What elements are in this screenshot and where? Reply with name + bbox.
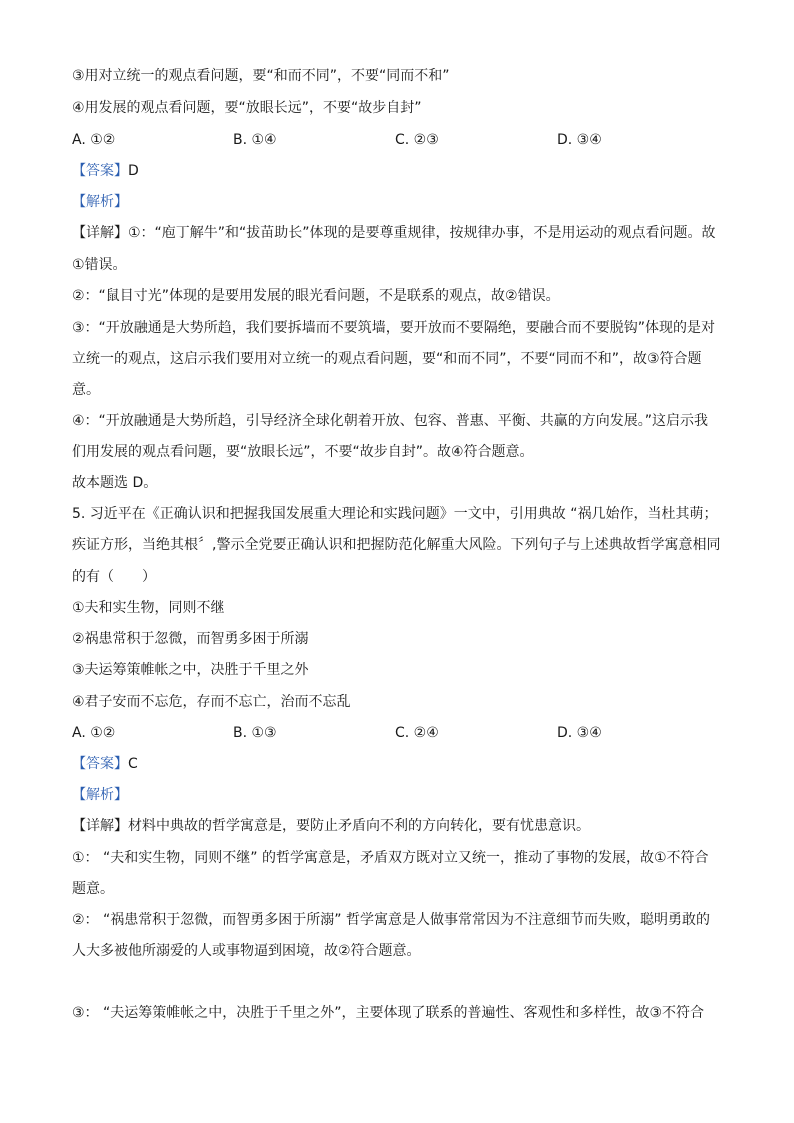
q4-detail-line-6: 意。 [72, 382, 100, 398]
detail-tag: 【详解】 [72, 225, 128, 241]
q4-detail-line-2: ①错误。 [72, 257, 127, 273]
q5-stem-line-2: 疾证方形，当绝其根〞,警示全党要正确认识和把握防范化解重大风险。下列句子与上述典故哲学寓意相同 [72, 537, 721, 553]
answer-value: D [128, 163, 139, 179]
q5-detail-line-5: 人大多被他所溺爱的人或事物逼到困境，故②符合题意。 [72, 943, 421, 959]
q5-detail-line-3: 题意。 [72, 881, 114, 897]
detail-tag: 【详解】 [72, 818, 128, 834]
q4-detail-line-3: ②：“鼠目寸光”体现的是要用发展的眼光看问题，不是联系的观点，故②错误。 [72, 288, 560, 304]
q4-choice-d: D. ③④ [557, 132, 602, 148]
q5-choice-c: C. ②④ [395, 725, 439, 741]
q5-detail-line-1: 【详解】材料中典故的哲学寓意是，要防止矛盾向不利的方向转化，要有忧患意识。 [72, 818, 590, 834]
q5-stem-line-3: 的有（ ） [72, 569, 156, 585]
q4-choice-c: C. ②③ [395, 132, 439, 148]
q4-option-3: ③用对立统一的观点看问题，要“和而不同”，不要“同而不和” [72, 68, 450, 84]
q4-choice-a: A. ①② [72, 132, 116, 148]
q5-stem-line-1: 5. 习近平在《正确认识和把握我国发展重大理论和实践问题》一文中，引用典故 “祸几始作，当杜其萌； [72, 506, 718, 522]
q4-detail-line-9: 故本题选 D。 [72, 475, 158, 491]
answer-tag: 【答案】 [72, 756, 128, 772]
q5-option-4: ④君子安而不忘危，存而不忘亡，治而不忘乱 [72, 694, 351, 710]
q4-detail-line-1: 【详解】①：“庖丁解牛”和“拔苗助长”体现的是要尊重规律，按规律办事，不是用运动的观点看问题。故 [72, 225, 716, 241]
q5-option-3: ③夫运筹策帷帐之中，决胜于千里之外 [72, 662, 309, 678]
q5-detail-line-2: ①： “夫和实生物，同则不继” 的哲学寓意是，矛盾双方既对立又统一，推动了事物的发展，故①不符合 [72, 850, 709, 866]
q5-detail-line-4: ②： “祸患常积于忽微，而智勇多困于所溺” 哲学寓意是人做事常常因为不注意细节而失败，聪明勇敢的 [72, 912, 710, 928]
q4-analysis-tag: 【解析】 [72, 194, 128, 210]
q5-choice-b: B. ①③ [233, 725, 277, 741]
q5-option-2: ②祸患常积于忽微，而智勇多困于所溺 [72, 631, 309, 647]
q4-detail-line-5: 立统一的观点，这启示我们要用对立统一的观点看问题，要“和而不同”，不要“同而不和”，故③符合题 [72, 351, 702, 367]
q5-choice-a: A. ①② [72, 725, 116, 741]
q4-detail-line-4: ③：“开放融通是大势所趋，我们要拆墙而不要筑墙，要开放而不要隔绝，要融合而不要脱钩”体现的是对 [72, 320, 716, 336]
q4-detail-line-8: 们用发展的观点看问题，要“放眼长远”，不要“故步自封”。故④符合题意。 [72, 444, 534, 460]
q4-option-4: ④用发展的观点看问题，要“放眼长远”，不要“故步自封” [72, 100, 422, 116]
q5-detail-line-6: ③： “夫运筹策帷帐之中，决胜于千里之外”，主要体现了联系的普遍性、客观性和多样性，故③不符合 [72, 1005, 705, 1021]
q5-answer [72, 754, 722, 774]
q4-choice-b: B. ①④ [233, 132, 277, 148]
answer-tag: 【答案】 [72, 163, 128, 179]
q5-analysis-tag: 【解析】 [72, 787, 128, 803]
q5-option-1: ①夫和实生物，同则不继 [72, 600, 225, 616]
q4-detail-line-7: ④：“开放融通是大势所趋，引导经济全球化朝着开放、包容、普惠、平衡、共赢的方向发展。”这启示我 [72, 413, 709, 429]
answer-value: C [128, 756, 138, 772]
q4-answer [72, 161, 722, 181]
q5-choice-d: D. ③④ [557, 725, 602, 741]
